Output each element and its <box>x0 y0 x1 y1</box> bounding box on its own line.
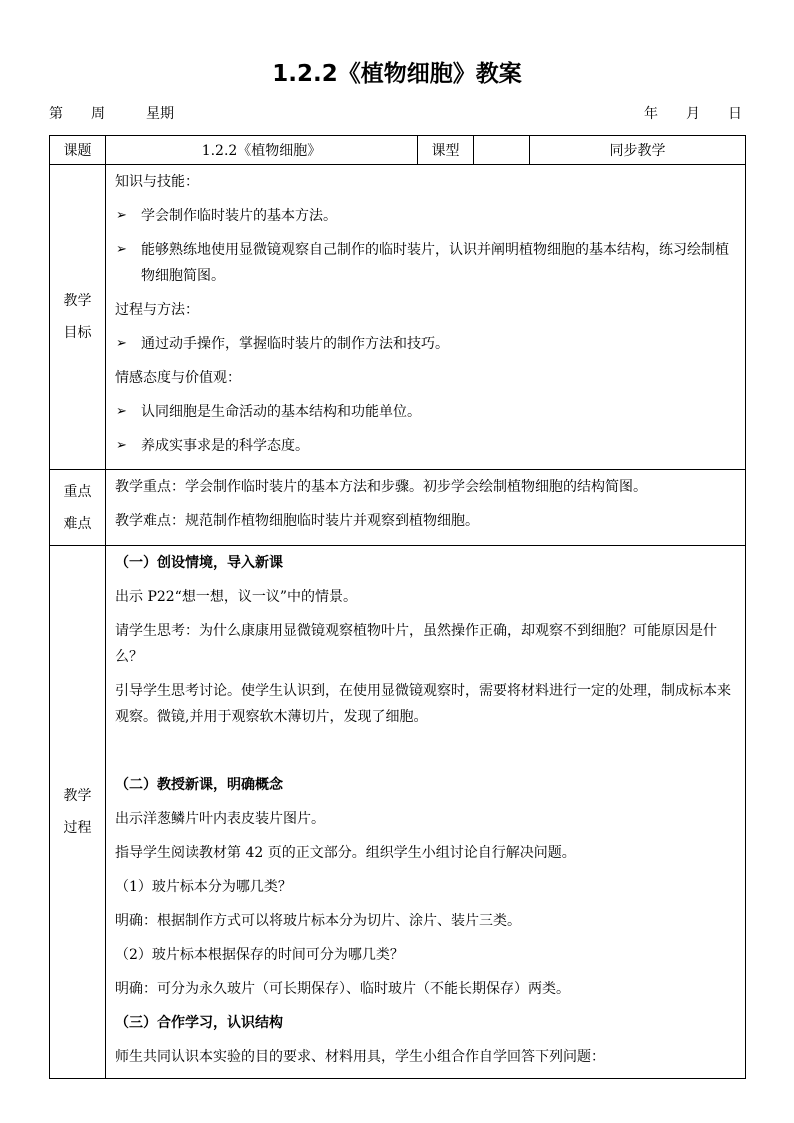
header-row <box>50 136 746 165</box>
list-item: ➢ 学会制作临时装片的基本方法。 <box>115 203 737 229</box>
question: （2）玻片标本根据保存的时间可分为哪几类？ <box>115 947 404 963</box>
page-title: 1.2.2《植物细胞》教案 <box>272 61 522 87</box>
section-heading: （二）教授新课，明确概念 <box>115 777 283 793</box>
list-item: ➢ 通过动手操作，掌握临时装片的制作方法和技巧。 <box>115 331 737 357</box>
list-item: ➢ 能够熟练地使用显微镜观察自己制作的临时装片，认识并阐明植物细胞的基本结构，练习绘制植物细胞简图。 <box>115 237 737 289</box>
spacer <box>115 738 737 772</box>
process-content <box>106 546 746 1079</box>
arrow-bullet-icon: ➢ <box>116 336 127 351</box>
paragraph: 师生共同认识本实验的目的要求、材料用具，学生小组合作自学回答下列问题： <box>115 1049 605 1065</box>
goals-label: 教学 目标 <box>50 165 106 470</box>
arrow-bullet-icon: ➢ <box>116 404 127 419</box>
key-row <box>50 470 746 546</box>
key-content <box>106 470 746 546</box>
lesson-plan-table <box>49 135 746 1079</box>
section-heading: （三）合作学习，认识结构 <box>115 1015 283 1031</box>
key-label: 重点 难点 <box>50 470 106 546</box>
process-heading: 过程与方法： <box>115 302 199 318</box>
process-row <box>50 546 746 1079</box>
arrow-bullet-icon: ➢ <box>116 242 127 257</box>
list-item: ➢ 养成实事求是的科学态度。 <box>115 433 737 459</box>
paragraph: 出示洋葱鳞片叶内表皮装片图片。 <box>115 811 325 827</box>
process-label: 教学 过程 <box>50 546 106 1079</box>
date-field: 年 月 日 <box>644 106 742 122</box>
arrow-bullet-icon: ➢ <box>116 438 127 453</box>
type-label: 课型 <box>418 136 474 165</box>
question: （1）玻片标本分为哪几类？ <box>115 879 292 895</box>
week-field: 第 周 <box>49 106 105 122</box>
difficult-point: 教学难点：规范制作植物细胞临时装片并观察到植物细胞。 <box>115 513 479 529</box>
topic-value: 1.2.2《植物细胞》 <box>106 136 418 165</box>
paragraph: 引导学生思考讨论。使学生认识到，在使用显微镜观察时，需要将材料进行一定的处理，制成标本来观察。微镜,并用于观察软木薄切片，发现了细胞。 <box>115 683 731 725</box>
goals-content <box>106 165 746 470</box>
topic-label: 课题 <box>50 136 106 165</box>
list-item: ➢ 认同细胞是生命活动的基本结构和功能单位。 <box>115 399 737 425</box>
weekday-field: 星期 <box>146 106 174 122</box>
paragraph: 出示 P22“想一想，议一议”中的情景。 <box>115 589 357 605</box>
goals-row <box>50 165 746 470</box>
arrow-bullet-icon: ➢ <box>116 208 127 223</box>
answer: 明确：可分为永久玻片（可长期保存）、临时玻片（不能长期保存）两类。 <box>115 981 570 997</box>
type-spacer <box>474 136 530 165</box>
section-heading: （一）创设情境，导入新课 <box>115 555 283 571</box>
emotion-heading: 情感态度与价值观： <box>115 370 241 386</box>
paragraph: 指导学生阅读教材第 42 页的正文部分。组织学生小组讨论自行解决问题。 <box>115 845 576 861</box>
type-value: 同步教学 <box>530 136 746 165</box>
knowledge-heading: 知识与技能： <box>115 174 199 190</box>
answer: 明确：根据制作方式可以将玻片标本分为切片、涂片、装片三类。 <box>115 913 521 929</box>
paragraph: 请学生思考：为什么康康用显微镜观察植物叶片，虽然操作正确，却观察不到细胞？可能原因是什么？ <box>115 623 717 665</box>
key-point: 教学重点：学会制作临时装片的基本方法和步骤。初步学会绘制植物细胞的结构简图。 <box>115 479 647 495</box>
